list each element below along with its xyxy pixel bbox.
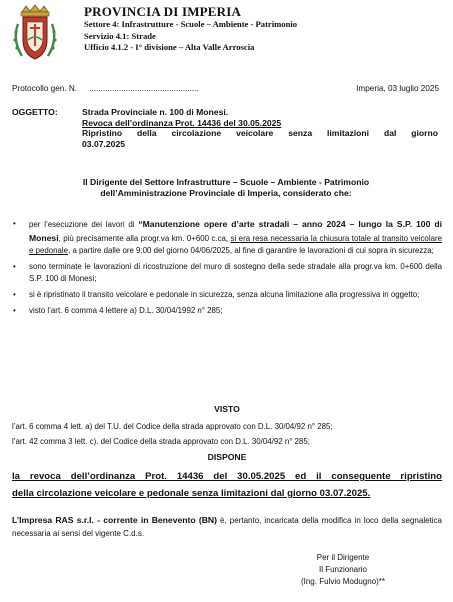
dispone-line-2: della circolazione veicolare e pedonale senza limitazioni dal giorno 03.07.2025.: [12, 488, 371, 499]
bullet-icon: •: [13, 305, 16, 315]
bullet-icon: •: [13, 289, 16, 299]
list-item: • visto l’art. 6 comma 4 lettere a) D.L. 30/04/1992 n° 285;: [12, 305, 442, 318]
list-item: • per l’esecuzione dei lavori di “Manutenzione opere d’arte stradali – anno 2024 – lungo la S.P. 100 di Monesi, più precisamente alla progr.va km. 0+600 c.ca, si era resa necessaria la chiusura totale al transito veicolare e pedonale, a partire dalle ore 9:00 del giorno 04/06/2025, al fine di garantire le lavorazioni di cui sopra in sicurezza;: [13, 219, 442, 256]
dispone-heading: DISPONE: [207, 452, 247, 462]
director-intro: [12, 177, 440, 199]
subject-body: [82, 107, 438, 149]
list-item: • si è ripristinato il transito veicolare e pedonale in sicurezza, senza alcuna limitazione alla progressiva in oggetto;: [12, 289, 442, 302]
protocol-dots: ................................................: [89, 84, 199, 93]
director-line-1: Il Dirigente del Settore Infrastrutture – Scuole – Ambiente - Patrimonio: [82, 177, 370, 187]
visto-heading: VISTO: [214, 404, 240, 414]
contractor-paragraph: L’Impresa RAS s.r.l. - corrente in Benevento (BN) è, pertanto, incaricata della modifica in loco della segnaletica necessaria ai sensi del vigente C.d.s.: [12, 515, 442, 539]
signature-block: [278, 552, 408, 587]
province-crest-icon: [10, 4, 60, 64]
settore-line: Settore 4: Infrastrutture - Scuole – Ambiente - Patrimonio: [84, 19, 298, 29]
visto-line-2: l’art. 42 comma 3 lett. c). del Codice della strada approvato con D.L. 30/04/92 n° 285;: [12, 436, 310, 446]
visto-body: [12, 420, 442, 449]
protocol-label: Protocollo gen. N.: [12, 84, 78, 93]
visto-line-1: l’art. 6 comma 4 lett. a) del T.U. del Codice della strada approvato con D.L. 30/04/92 n° 285;: [12, 422, 333, 431]
subject-label: OGGETTO:: [12, 107, 58, 117]
signature-name: (Ing. Fulvio Modugno)**: [300, 576, 386, 586]
dispone-body: [12, 468, 442, 502]
ufficio-line: Ufficio 4.1.2 - I° divisione – Alta Valle Arroscia: [84, 42, 255, 52]
servizio-line: Servizio 4.1: Strade: [84, 30, 156, 41]
signature-line-2: Il Funzionario: [318, 564, 368, 574]
list-item: • sono terminate le lavorazioni di ricostruzione del muro di sostegno della sede stradale alla progr.va km. 0+600 della S.P. 100 di Monesi;: [13, 261, 442, 284]
protocol-line: [12, 84, 199, 93]
dispone-line-1: la revoca dell’ordinanza Prot. 14436 del 30.05.2025 ed il conseguente ripristino: [12, 471, 442, 482]
letterhead: [10, 4, 450, 66]
province-title: PROVINCIA DI IMPERIA: [84, 4, 242, 19]
bullet-icon: •: [13, 219, 16, 228]
contractor-name: L’Impresa RAS s.r.l. - corrente in Benevento (BN): [12, 515, 217, 525]
bullet-icon: •: [13, 261, 16, 271]
subject-restoration-date: 03.07.2025: [82, 138, 126, 149]
subject-road: Strada Provinciale n. 100 di Monesi.: [82, 107, 229, 117]
subject-restoration: Ripristino della circolazione veicolare senza limitazioni dal giorno: [82, 128, 438, 139]
letterhead-text: [84, 4, 297, 54]
considerations-list: [12, 218, 442, 320]
subject-revocation: Revoca dell’ordinanza Prot. 14436 del 30.05.2025: [82, 117, 282, 128]
document-date: Imperia, 03 luglio 2025: [356, 84, 439, 93]
signature-line-1: Per il Dirigente: [316, 553, 370, 562]
director-line-2: dell’Amministrazione Provinciale di Imperia, considerato che:: [100, 187, 352, 198]
